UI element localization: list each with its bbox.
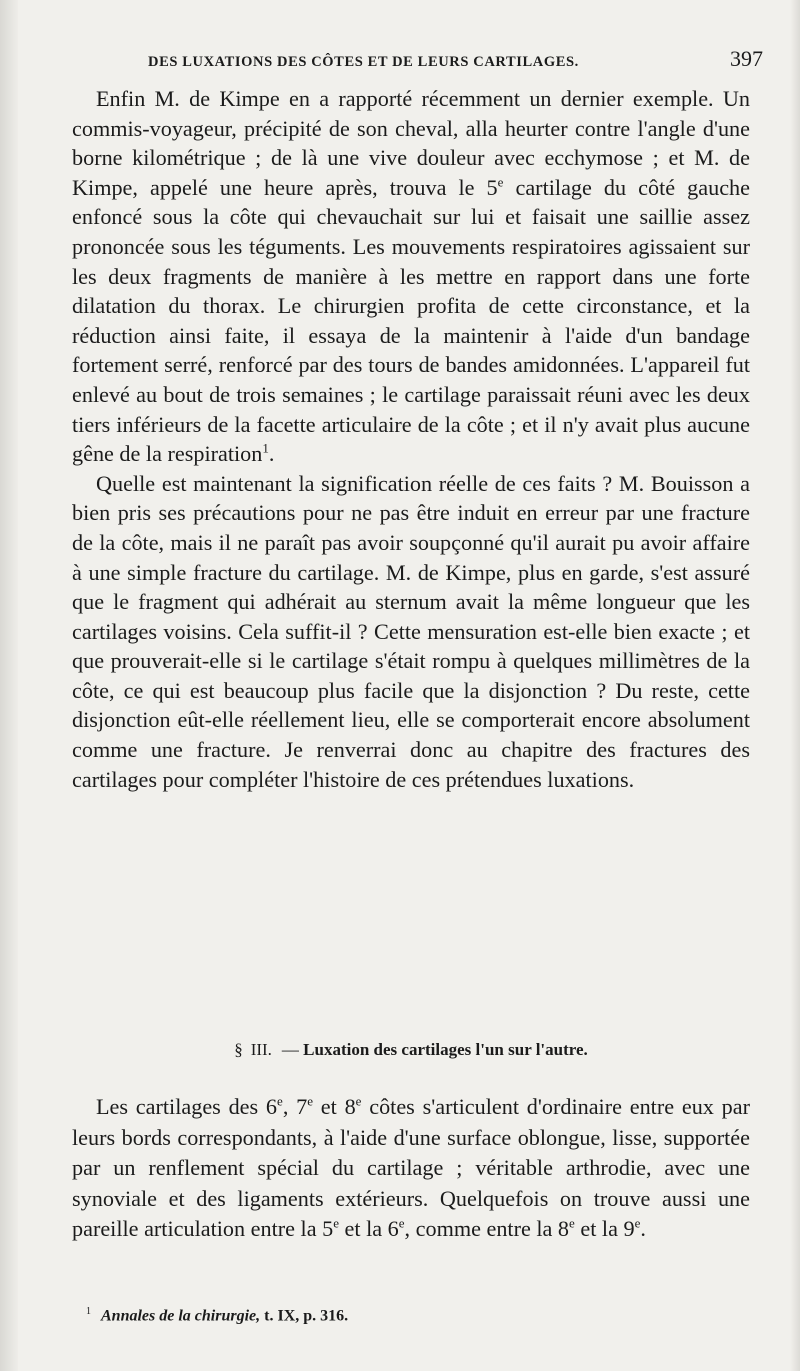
paragraph-signification: Quelle est maintenant la signification réelle de ces faits ? M. Bouisson a bien pris ses précautions pour ne pas être induit en erreur par une fracture de la côte, mais il ne paraît pas avoir soupçonné qu'il aurait pu avoir affaire à une simple fracture du cartilage. M. de Kimpe, plus en garde, s'est assuré que le fragment qui adhérait au sternum avait la même longueur que les cartilages voisins. Cela suffit-il ? Cette mensuration est-elle bien exacte ; et que prouverait-elle si le cartilage s'était rompu à quelques millimètres de la côte, ce qui est beaucoup plus facile que la disjonction ? Du reste, cette disjonction eût-elle réellement lieu, elle se comporterait encore absolument comme une fracture. Je renverrai donc au chapitre des fractures des cartilages pour compléter l'histoire de ces prétendues luxations.: [72, 470, 750, 792]
section-title: Luxation des cartilages l'un sur l'autre.: [303, 1040, 588, 1059]
paragraph-cartilages: Les cartilages des 6e, 7e et 8e côtes s'articulent d'ordinaire entre eux par leurs bords correspondants, à l'aide d'une surface oblongue, lisse, supportée par un renflement spécial du cartilage ; véritable arthrodie, avec une synoviale et des ligaments extérieurs. Quelquefois on trouve aussi une pareille articulation entre la 5e et la 6e, comme entre la 8e et la 9e.: [72, 1093, 750, 1241]
section-number: III.: [250, 1040, 272, 1059]
section-symbol: §: [234, 1040, 243, 1059]
scan-left-edge: [0, 0, 18, 1371]
paragraph-kimpe: Enfin M. de Kimpe en a rapporté récemment un dernier exemple. Un commis-voyageur, précipité de son cheval, alla heurter contre l'angle d'une borne kilométrique ; de là une vive douleur avec ecchymose ; et M. de Kimpe, appelé une heure après, trouva le 5e cartilage du côté gauche enfoncé sous la côte qui chevauchait sur lui et faisait une saillie assez prononcée sous les téguments. Les mouvements respiratoires agissaient sur les deux fragments de manière à les mettre en rapport dans une forte dilatation du thorax. Le chirurgien profita de cette circonstance, et la réduction ainsi faite, il essaya de la maintenir à l'aide d'un bandage fortement serré, renforcé par des tours de bandes amidonnées. L'appareil fut enlevé au bout de trois semaines ; le cartilage paraissait réuni avec les deux tiers inférieurs de la facette articulaire de la côte ; et il n'y avait plus aucune gêne de la respiration$^1$.: [72, 86, 750, 467]
footnote-reference-text: t. IX, p. 316.: [264, 1307, 349, 1325]
section-heading: [72, 1040, 750, 1060]
scan-right-edge: [790, 0, 800, 1371]
page-header: [148, 46, 763, 74]
running-title: DES LUXATIONS DES CÔTES ET DE LEURS CARTILAGES.: [148, 54, 579, 70]
footnote-reference: 1: [262, 440, 269, 456]
section-dash: —: [281, 1040, 299, 1059]
footnote-mark: 1: [86, 1306, 91, 1317]
main-text: [72, 84, 750, 794]
ordinal-suffix: e: [497, 174, 504, 190]
footnote-work: Annales de la chirurgie,: [101, 1307, 261, 1325]
page-number: 397: [730, 46, 763, 71]
footnote: [86, 1306, 736, 1325]
section-text: [72, 1092, 750, 1245]
